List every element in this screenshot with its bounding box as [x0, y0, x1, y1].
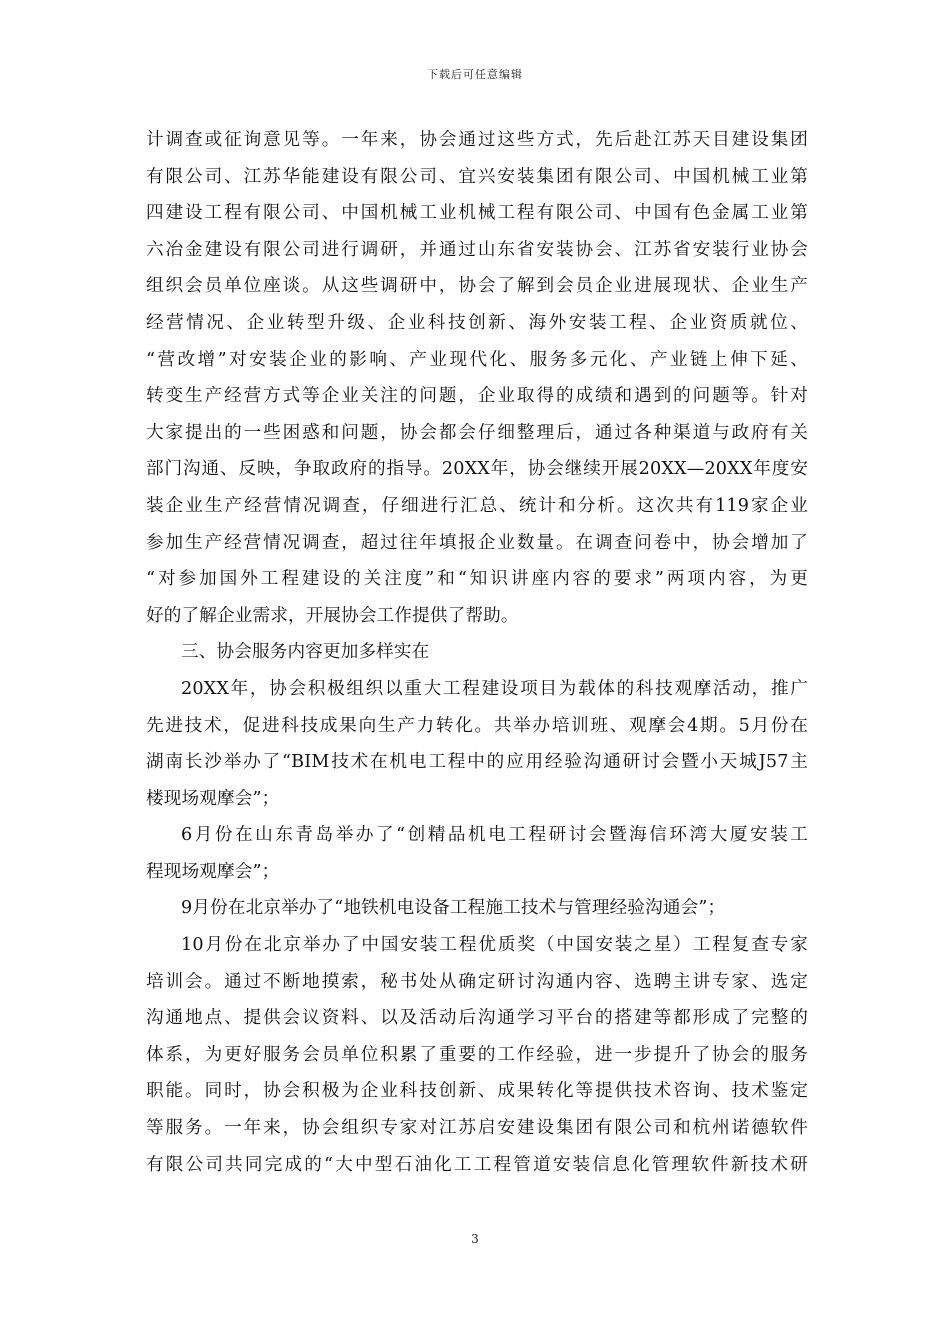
text-line: 转变生产经营方式等企业关注的问题，企业取得的成绩和遇到的问题等。针对: [146, 386, 808, 407]
text-line: “对参加国外工程建设的关注度”和“知识讲座内容的要求”两项内容，为更: [146, 569, 808, 590]
text-line: 经营情况、企业转型升级、企业科技创新、海外安装工程、企业资质就位、: [146, 312, 808, 333]
text-line: 大家提出的一些困惑和问题，协会都会仔细整理后，通过各种渠道与政府有关: [146, 422, 808, 443]
page-header-note: 下载后可任意编辑: [427, 68, 523, 81]
text-line: 职能。同时，协会积极为企业科技创新、成果转化等提供技术咨询、技术鉴定: [146, 1081, 808, 1102]
text-line: 有限公司共同完成的“大中型石油化工工程管道安装信息化管理软件新技术研: [146, 1154, 808, 1175]
text-line: 6月份在山东青岛举办了“创精品机电工程研讨会暨海信环湾大厦安装工: [181, 825, 808, 846]
text-line: 装企业生产经营情况调查，仔细进行汇总、统计和分析。这次共有119家企业: [146, 495, 808, 516]
text-line: “营改增”对安装企业的影响、产业现代化、服务多元化、产业链上伸下延、: [146, 349, 808, 370]
text-line: 沟通地点、提供会议资料、以及活动后沟通学习平台的搭建等都形成了完整的: [146, 1008, 808, 1029]
text-line: 好的了解企业需求，开展协会工作提供了帮助。: [146, 605, 519, 626]
text-line: 10月份在北京举办了中国安装工程优质奖（中国安装之星）工程复查专家: [181, 935, 808, 956]
text-line: 20XX年，协会积极组织以重大工程建设项目为载体的科技观摩活动，推广: [181, 678, 808, 699]
document-body: [146, 122, 808, 1183]
text-line: 六冶金建设有限公司进行调研，并通过山东省安装协会、江苏省安装行业协会: [146, 239, 808, 260]
text-line: 先进技术，促进科技成果向生产力转化。共举办培训班、观摩会4期。5月份在: [146, 715, 808, 736]
text-line: 湖南长沙举办了“BIM技术在机电工程中的应用经验沟通研讨会暨小天城J57主: [146, 752, 808, 773]
text-line: 参加生产经营情况调查，超过往年填报企业数量。在调查问卷中，协会增加了: [146, 532, 808, 553]
text-line: 9月份在北京举办了“地铁机电设备工程施工技术与管理经验沟通会”；: [181, 898, 726, 919]
text-line: 组织会员单位座谈。从这些调研中，协会了解到会员企业进展现状、企业生产: [146, 276, 808, 297]
text-line: 四建设工程有限公司、中国机械工业机械工程有限公司、中国有色金属工业第: [146, 203, 808, 224]
text-line: 体系，为更好服务会员单位积累了重要的工作经验，进一步提升了协会的服务: [146, 1044, 808, 1065]
text-line: 有限公司、江苏华能建设有限公司、宜兴安装集团有限公司、中国机械工业第: [146, 166, 808, 187]
text-line: 楼现场观摩会”；: [146, 788, 280, 809]
text-line: 等服务。一年来，协会组织专家对江苏启安建设集团有限公司和杭州诺德软件: [146, 1118, 808, 1139]
text-line: 计调查或征询意见等。一年来，协会通过这些方式，先后赴江苏天目建设集团: [146, 130, 808, 150]
page-number: 3: [471, 1232, 479, 1246]
section-heading: 三、协会服务内容更加多样实在: [181, 642, 430, 663]
text-line: 培训会。通过不断地摸索，秘书处从确定研讨沟通内容、选聘主讲专家、选定: [146, 971, 808, 992]
text-line: 部门沟通、反映，争取政府的指导。20XX年，协会继续开展20XX—20XX年度安: [146, 459, 808, 480]
text-line: 程现场观摩会”；: [146, 861, 280, 882]
